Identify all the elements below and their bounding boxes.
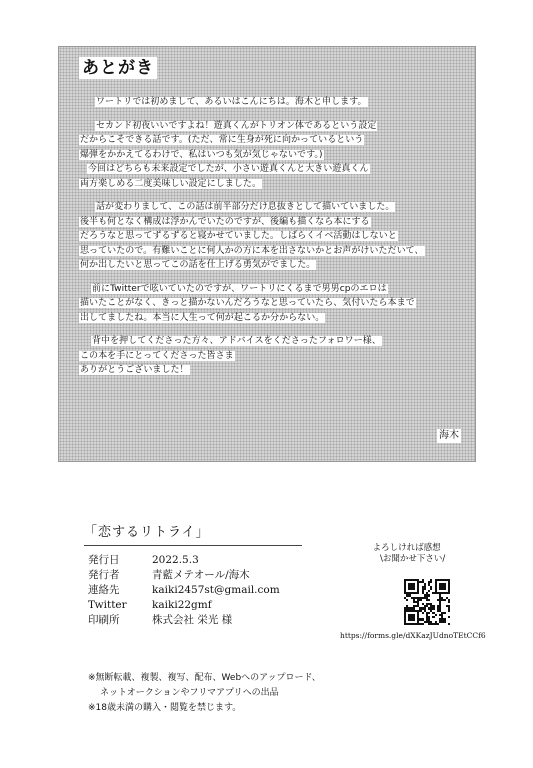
colophon-label: 発行者 [88,569,120,581]
qr-note-line: \お聞かせ下さい/ [380,554,446,564]
author-signature: 海木 [439,430,459,441]
afterword-line: 思っていたので。有難いことに何人かの方に本を出さないかとお声がけいただいて、 [80,245,424,256]
legal-notes [88,671,321,716]
afterword-line: 今回はどちらも未来設定でしたが、小さい遊真くんと大きい遊真くん [88,164,369,174]
afterword-line: 描いたことがなく、きっと描かないんだろうなと思っていたら、気付いたら本まで [80,298,415,308]
afterword-line: 出してましたね。本当に人生って何が起こるか分からない。 [80,312,325,323]
afterword-line: 背中を押してくださった方々、アドバイスをくださったフォロワー様、 [92,336,381,346]
qr-url[interactable]: https://forms.gle/dXKazJUdnoTEtCCf6 [340,631,486,640]
afterword-line: 後半も何となく構成は浮かんでいたのですが、後編も描くなら本にする [80,216,370,227]
colophon-value: 青藍メテオール/海木 [152,569,250,581]
afterword-body [71,95,465,387]
title-divider [84,545,302,546]
colophon-label: 発行日 [88,554,120,566]
afterword-paragraph [71,282,465,326]
afterword-line: この本を手にとってくださった皆さま [80,350,234,361]
colophon-value: 2022.5.3 [152,554,199,566]
afterword-line: だからこそできる話です。(ただ、常に生身が死に向かっているという [80,135,364,145]
colophon [88,553,280,628]
colophon-row [88,613,280,628]
qr-note-line: よろしければ感想 [372,543,441,553]
qr-note [368,543,445,565]
qr-code[interactable] [404,579,450,625]
afterword-line: ワートリでは初めまして、あるいはこんにちは。海木と申します。 [96,97,367,107]
afterword-line: だろうなと思ってずるずると寝かせていました。しばらくイベ活動はしないと [80,231,397,241]
tick-icon: / [442,554,446,564]
afterword-box [58,46,476,462]
afterword-line: ありがとうございました！ [80,365,189,375]
colophon-label: 印刷所 [88,614,120,626]
afterword-line: 前にTwitterで呟いていたのですが、ワートリにくるまで男男cpのエロは [92,283,387,294]
book-title: 「恋するリトライ」 [84,525,210,540]
legal-note: ※18歳未満の購入・閲覧を禁じます。 [88,703,242,713]
afterword-line: セカンド初夜いいですよね！遊真くんがトリオン体であるという設定 [96,120,377,131]
afterword-paragraph [71,334,465,378]
colophon-value: kaiki2457st@gmail.com [152,584,280,596]
colophon-value: 株式会社 栄光 様 [152,614,233,626]
colophon-label: 連絡先 [88,584,120,596]
afterword-line: 何か出したいと思ってこの話を仕上げる勇気がでました。 [80,260,316,270]
legal-note: ※無断転載、複製、複写、配布、Webへのアップロード、 [88,673,321,683]
colophon-row [88,598,280,613]
legal-note: ネットオークションやフリマアプリへの出品 [100,688,279,698]
colophon-value: kaiki22gmf [152,599,212,611]
afterword-line: 爆弾をかかえてるわけで、私はいつも気が気じゃないです。) [80,149,323,160]
afterword-paragraph [71,95,465,110]
colophon-label: Twitter [88,599,127,611]
afterword-paragraph [71,119,465,192]
tick-icon: \ [380,554,383,564]
colophon-row [88,568,280,583]
afterword-title: あとがき [79,57,157,79]
afterword-line: 話が変わりまして、この話は前半部分だけ息抜きとして描いていました。 [96,202,395,212]
afterword-paragraph [71,200,465,273]
colophon-row [88,553,280,568]
colophon-row [88,583,280,598]
afterword-line: 両方楽しめる二度美味しい設定にしました。 [80,178,262,189]
